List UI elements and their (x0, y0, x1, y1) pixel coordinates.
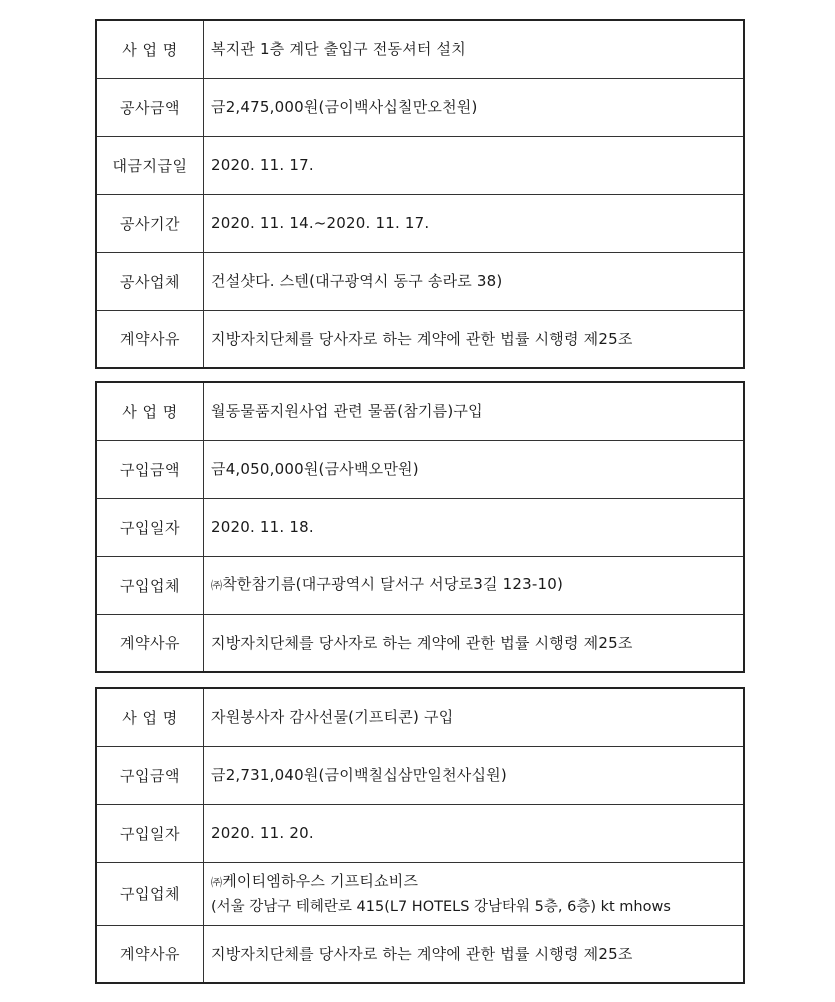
row-value: 건설샷다. 스텐(대구광역시 동구 송라로 38) (204, 252, 745, 310)
table-row (96, 78, 744, 136)
row-label: 구입일자 (96, 804, 204, 862)
row-label: 계약사유 (96, 310, 204, 368)
table-row (96, 498, 744, 556)
row-label: 공사금액 (96, 78, 204, 136)
row-label: 구입업체 (96, 556, 204, 614)
row-label: 구입금액 (96, 746, 204, 804)
row-value: 금2,731,040원(금이백칠십삼만일천사십원) (204, 746, 745, 804)
row-value (204, 862, 745, 925)
row-value: 자원봉사자 감사선물(기프티콘) 구입 (204, 688, 745, 746)
row-label: 사 업 명 (96, 382, 204, 440)
vendor-name: 케이티엠하우스 기프티쇼비즈 (222, 871, 419, 890)
row-label: 사 업 명 (96, 20, 204, 78)
row-value: 2020. 11. 14.~2020. 11. 17. (204, 194, 745, 252)
corporation-mark: ㈜ (211, 875, 223, 889)
row-label: 구입금액 (96, 440, 204, 498)
row-value: 지방자치단체를 당사자로 하는 계약에 관한 법률 시행령 제25조 (204, 925, 745, 983)
table-row (96, 440, 744, 498)
table-row (96, 194, 744, 252)
row-label: 구입업체 (96, 862, 204, 925)
row-label: 계약사유 (96, 614, 204, 672)
vendor-name: 착한참기름(대구광역시 달서구 서당로3길 123-10) (222, 575, 564, 593)
table-row (96, 688, 744, 746)
row-value: 2020. 11. 18. (204, 498, 745, 556)
row-label: 구입일자 (96, 498, 204, 556)
row-label: 계약사유 (96, 925, 204, 983)
row-label: 공사업체 (96, 252, 204, 310)
row-value: 지방자치단체를 당사자로 하는 계약에 관한 법률 시행령 제25조 (204, 614, 745, 672)
vendor-address: (서울 강남구 테헤란로 415(L7 HOTELS 강남타워 5층, 6층) kt mhows (211, 898, 671, 915)
row-label: 대금지급일 (96, 136, 204, 194)
contract-table-1 (95, 19, 745, 369)
table-row (96, 746, 744, 804)
row-value: 복지관 1층 계단 출입구 전동셔터 설치 (204, 20, 745, 78)
table-row (96, 252, 744, 310)
table-row (96, 136, 744, 194)
row-label: 사 업 명 (96, 688, 204, 746)
row-value: 2020. 11. 17. (204, 136, 745, 194)
contract-table-2 (95, 381, 745, 673)
table-row (96, 382, 744, 440)
table-row (96, 310, 744, 368)
table-row (96, 20, 744, 78)
contract-table-3 (95, 687, 745, 984)
corporation-mark: ㈜ (211, 579, 223, 592)
row-value (204, 556, 745, 614)
row-value: 금2,475,000원(금이백사십칠만오천원) (204, 78, 745, 136)
table-row (96, 862, 744, 925)
table-row (96, 556, 744, 614)
row-value: 금4,050,000원(금사백오만원) (204, 440, 745, 498)
row-value: 2020. 11. 20. (204, 804, 745, 862)
vendor-line-1 (211, 869, 743, 895)
table-row (96, 925, 744, 983)
row-label: 공사기간 (96, 194, 204, 252)
table-row (96, 614, 744, 672)
row-value: 지방자치단체를 당사자로 하는 계약에 관한 법률 시행령 제25조 (204, 310, 745, 368)
row-value: 월동물품지원사업 관련 물품(참기름)구입 (204, 382, 745, 440)
table-row (96, 804, 744, 862)
